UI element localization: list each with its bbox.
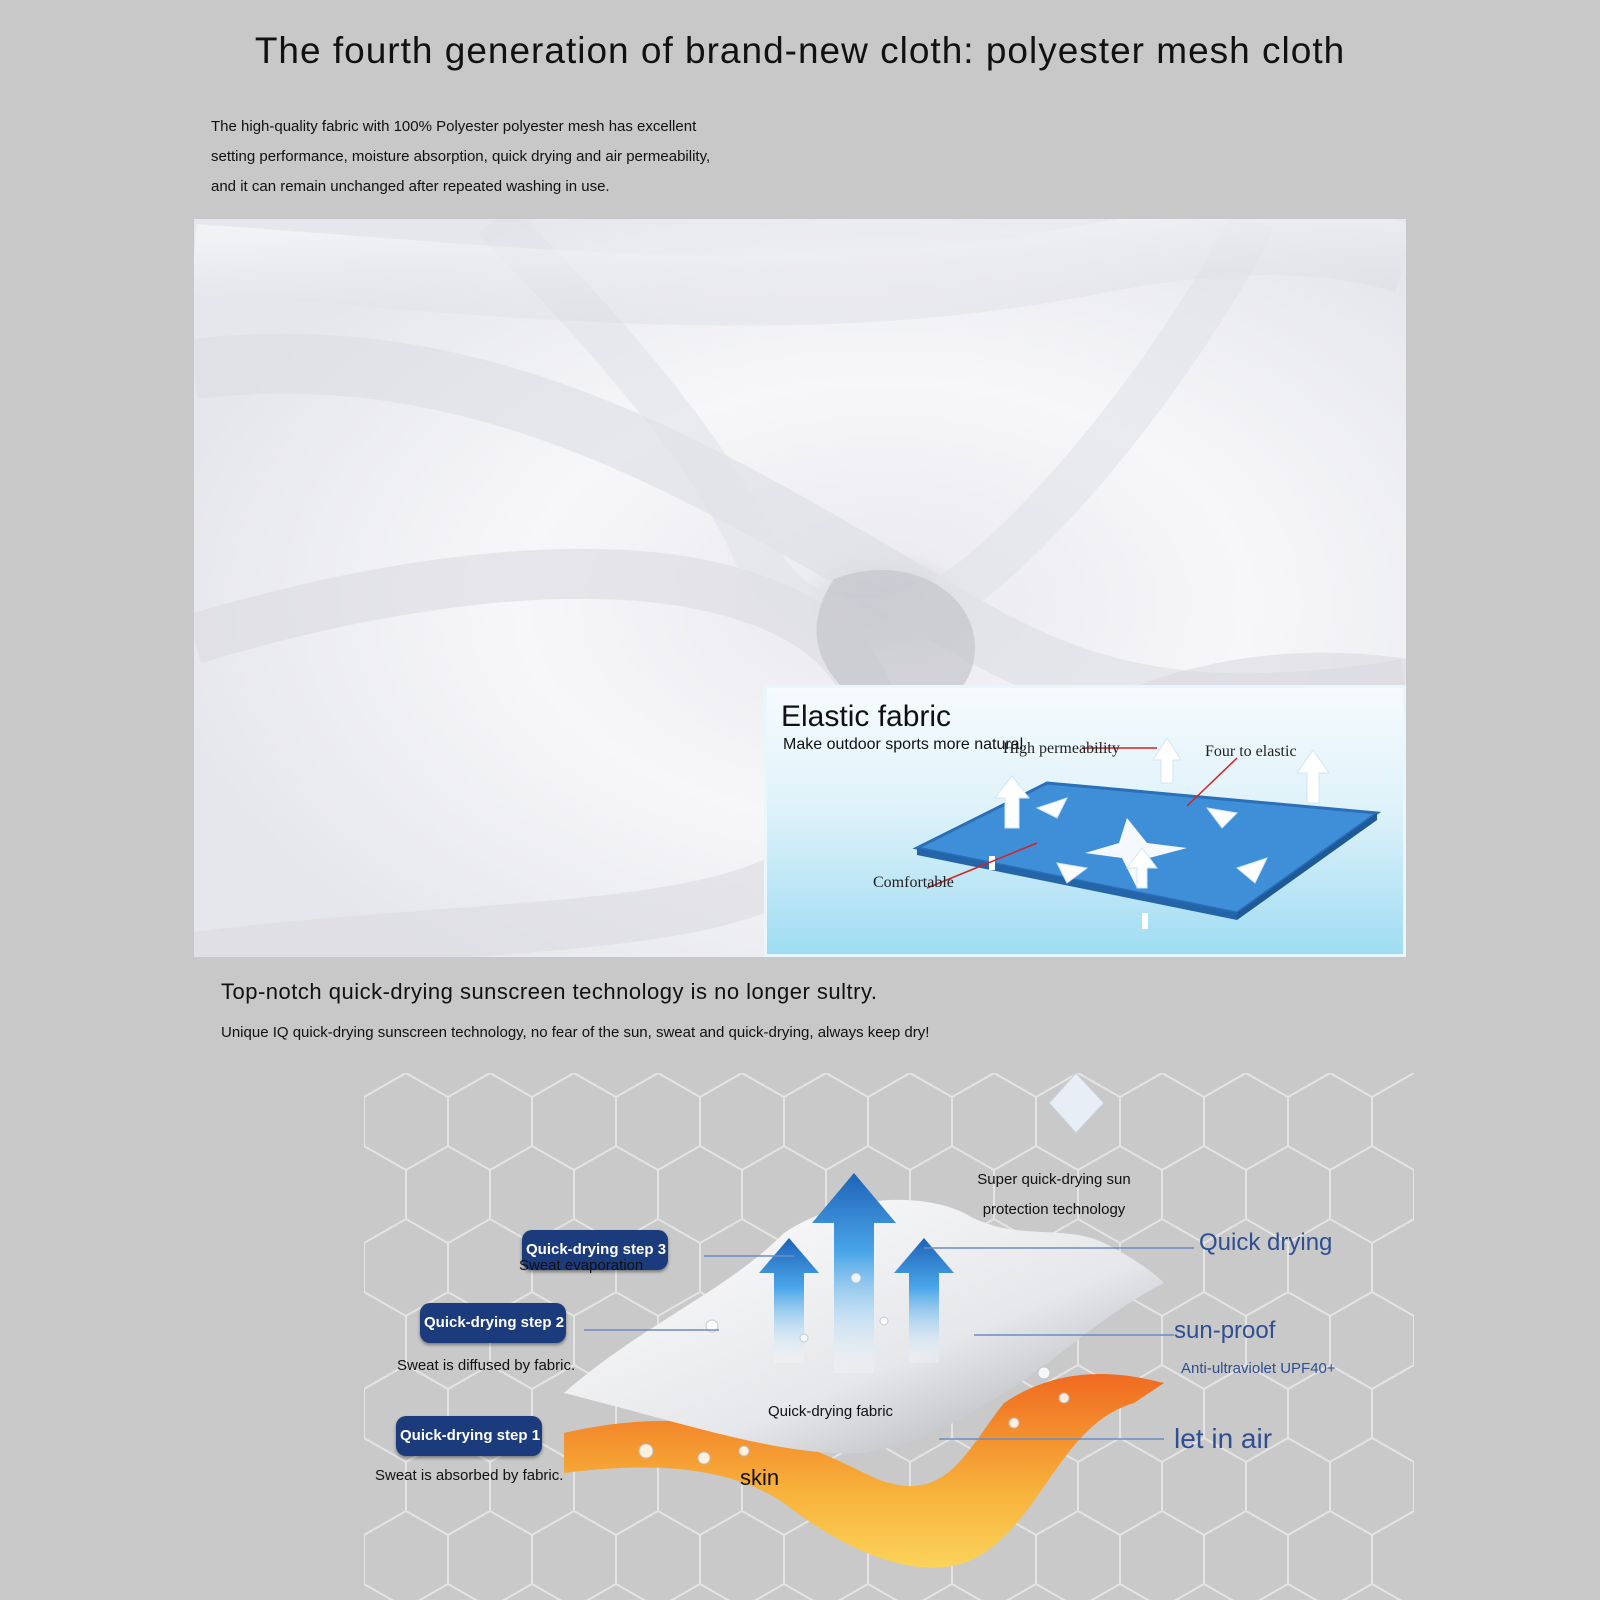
section2-subtitle: Unique IQ quick-drying sunscreen technology, no fear of the sun, sweat and quick-drying, always keep dry!: [221, 1024, 930, 1041]
label-let-in-air: let in air: [1174, 1423, 1273, 1454]
intro-line-2: setting performance, moisture absorption, quick drying and air permeability,: [211, 148, 711, 165]
intro-line-3: and it can remain unchanged after repeated washing in use.: [211, 178, 610, 195]
intro-line-1: The high-quality fabric with 100% Polyester polyester mesh has excellent: [211, 118, 697, 135]
step-1-badge: Quick-drying step 1: [396, 1416, 542, 1456]
page-title: The fourth generation of brand-new cloth: polyester mesh cloth: [254, 30, 1346, 71]
elastic-diagram: [767, 688, 1403, 954]
elastic-title: Elastic fabric: [781, 700, 952, 733]
elastic-subtitle: Make outdoor sports more natural: [783, 736, 1024, 753]
step-1-desc: Sweat is absorbed by fabric.: [375, 1467, 564, 1484]
label-quick-drying: Quick drying: [1199, 1229, 1333, 1256]
label-skin: skin: [740, 1465, 780, 1490]
label-sun-proof: sun-proof: [1174, 1317, 1276, 1344]
label-comfortable: Comfortable: [873, 874, 954, 891]
label-uv: Anti-ultraviolet UPF40+: [1181, 1360, 1336, 1377]
elastic-fabric-panel: [764, 685, 1406, 957]
step-3-badge: Quick-drying step 3: [522, 1230, 668, 1270]
quick-drying-diagram: [364, 1073, 1414, 1600]
label-four-to-elastic: Four to elastic: [1205, 743, 1297, 760]
tech-caption-line-2: protection technology: [982, 1201, 1126, 1218]
tech-caption: [954, 1165, 1154, 1225]
label-quick-drying-fabric: Quick-drying fabric: [768, 1403, 894, 1420]
step-3-desc: Sweat evaporation: [519, 1257, 644, 1274]
step-2-badge: Quick-drying step 2: [420, 1303, 566, 1343]
step-2-desc: Sweat is diffused by fabric.: [397, 1357, 576, 1374]
section2-title: Top-notch quick-drying sunscreen technology is no longer sultry.: [221, 979, 878, 1004]
tech-caption-line-1: Super quick-drying sun: [977, 1171, 1131, 1188]
label-high-permeability: High permeability: [1003, 740, 1120, 757]
